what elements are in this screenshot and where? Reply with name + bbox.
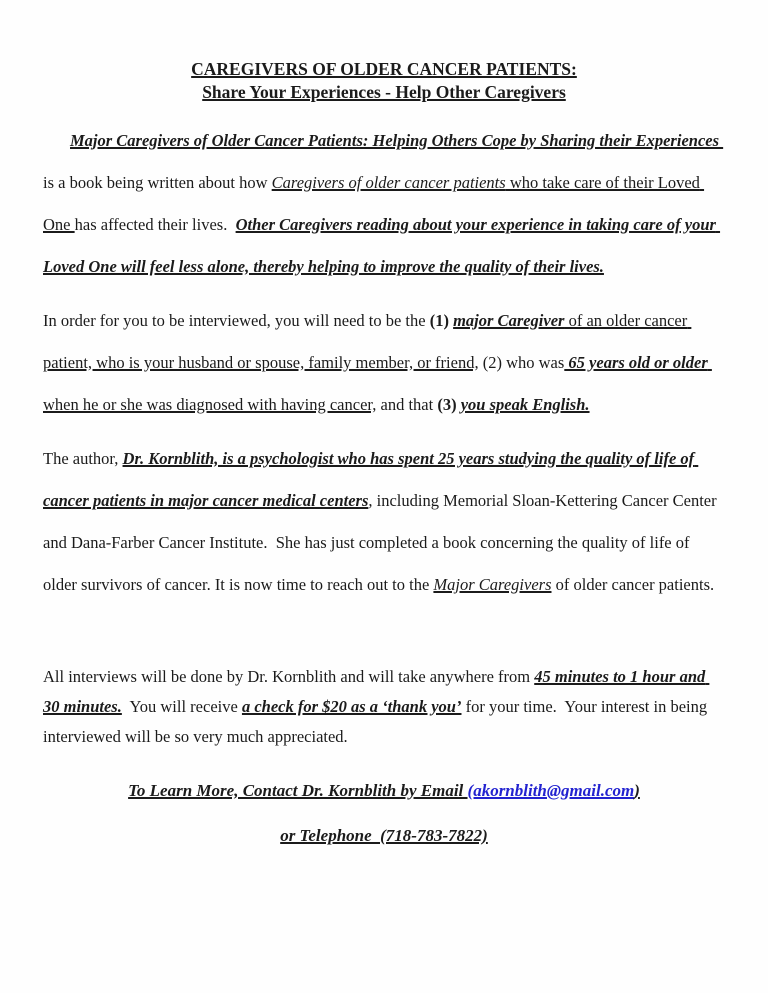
text-run: of older cancer patients. [551,575,715,594]
text-run: (2) who was [478,353,565,372]
text-run: Major Caregivers of Older Cancer Patients: Helping Others Cope by Sharing their Experiences [70,131,724,150]
text-run: All interviews will be done by Dr. Kornblith and will take anywhere from [43,667,535,686]
text-run: 45 minutes to 1 hour and 30 minutes. [43,667,710,716]
text-run: The author, [43,449,123,468]
text-run: ) [634,781,640,800]
text-run: In order for you to be interviewed, you will need to be the [43,311,430,330]
text-run: Other Caregivers reading about your experience in taking care of your Loved One will feel less alone, thereby helping to improve the quality of their lives. [43,215,721,276]
paragraph-interview-details [43,662,725,752]
text-run: when he or she was diagnosed with having cancer, [43,353,712,414]
text-run: You will receive [121,697,242,716]
text-run: 65 years old or older [564,353,708,372]
text-run: major Caregiver [453,311,565,330]
text-run: of an older cancer patient, who is your husband or spouse, family member, or friend, [43,311,692,372]
text-run: Caregivers of older cancer patients [271,173,506,192]
text-run: and that [376,395,438,414]
text-run: or Telephone (718-783-7822) [280,826,488,845]
footer-contact-phone-line [43,821,725,851]
text-run: (3) [437,395,461,414]
paragraph-author [43,438,725,606]
text-run: To Learn More, Contact Dr. Kornblith by Email [128,781,468,800]
text-run: who take care of their Loved One [43,173,705,234]
text-run: Major Caregivers [433,575,552,594]
text-run: has affected their lives. [74,215,236,234]
text-run: for your time. Your interest in being interviewed will be so very much appreciated. [43,697,712,746]
paragraph-intro [43,120,725,288]
paragraph-eligibility [43,300,725,426]
text-run: you speak English. [460,395,590,414]
title-line-2: Share Your Experiences - Help Other Caregivers [202,82,566,102]
text-run: Dr. Kornblith, is a psychologist who has spent 25 years studying the quality of life of cancer patients in major cancer medical centers [43,449,699,510]
email-link[interactable]: (akornblith@gmail.com [467,781,635,800]
title-line-1: CAREGIVERS OF OLDER CANCER PATIENTS: [191,59,577,79]
text-run: a check for $20 as a ‘thank you’ [241,697,462,716]
text-run: (1) [429,311,454,330]
text-run: is a book being written about how [43,173,272,192]
text-run: , including Memorial Sloan-Kettering Cancer Center and Dana-Farber Cancer Institute. She has just completed a book concerning the quality of life of older survivors of cancer. It is now time to reach out to the [43,491,721,594]
footer-contact-email-line [43,776,725,806]
document-title [43,58,725,104]
